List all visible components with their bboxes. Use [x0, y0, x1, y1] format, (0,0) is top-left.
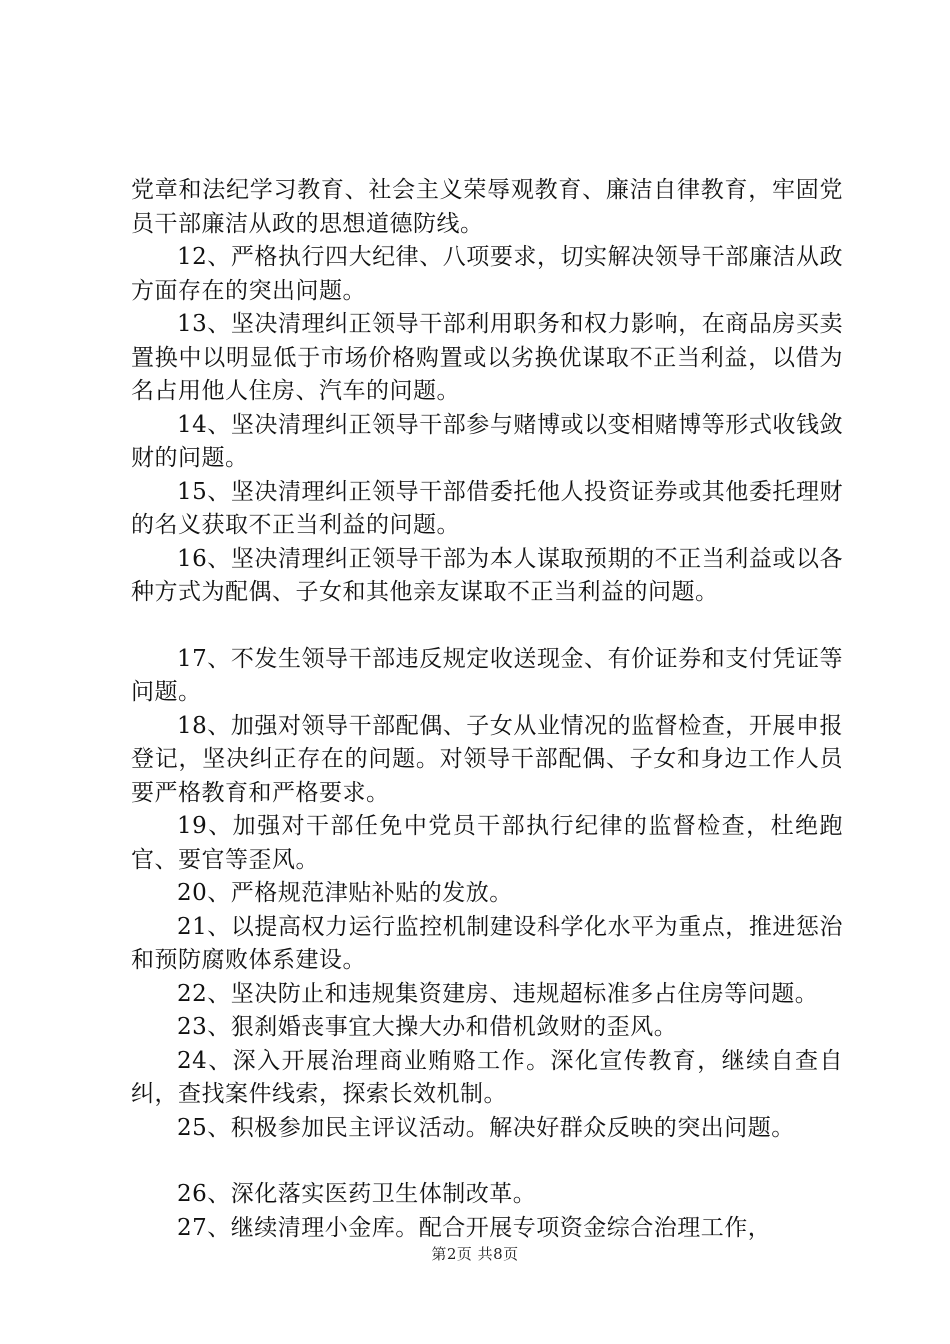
paragraph-continuation: 党章和法纪学习教育、社会主义荣辱观教育、廉洁自律教育，牢固党员干部廉洁从政的思想道德防线。: [131, 177, 843, 237]
paragraph-item-27: 27、继续清理小金库。配合开展专项资金综合治理工作，: [177, 1214, 772, 1241]
page-number-label: 第2页 共8页: [431, 1245, 519, 1263]
paragraph-item-24: 24、深入开展治理商业贿赂工作。深化宣传教育，继续自查自纠，查找案件线索，探索长效机制。: [131, 1047, 843, 1107]
paragraph-item-16: 16、坚决清理纠正领导干部为本人谋取预期的不正当利益或以各种方式为配偶、子女和其他亲友谋取不正当利益的问题。: [131, 545, 843, 605]
paragraph-item-26: 26、深化落实医药卫生体制改革。: [177, 1181, 537, 1207]
paragraph-item-23: 23、狠刹婚丧事宜大操大办和借机敛财的歪风。: [177, 1014, 678, 1040]
paragraph-item-22: 22、坚决防止和违规集资建房、违规超标准多占住房等问题。: [177, 980, 819, 1007]
paragraph-item-14: 14、坚决清理纠正领导干部参与赌博或以变相赌博等形式收钱敛财的问题。: [131, 411, 843, 471]
paragraph-item-18: 18、加强对领导干部配偶、子女从业情况的监督检查，开展申报登记，坚决纠正存在的问题。对领导干部配偶、子女和身边工作人员要严格教育和严格要求。: [131, 712, 843, 806]
paragraph-item-21: 21、以提高权力运行监控机制建设科学化水平为重点，推进惩治和预防腐败体系建设。: [131, 913, 843, 973]
paragraph-item-13: 13、坚决清理纠正领导干部利用职务和权力影响，在商品房买卖置换中以明显低于市场价格购置或以劣换优谋取不正当利益，以借为名占用他人住房、汽车的问题。: [131, 311, 843, 404]
paragraph-item-15: 15、坚决清理纠正领导干部借委托他人投资证券或其他委托理财的名义获取不正当利益的问题。: [131, 478, 843, 538]
paragraph-item-20: 20、严格规范津贴补贴的发放。: [177, 880, 513, 906]
paragraph-item-19: 19、加强对干部任免中党员干部执行纪律的监督检查，杜绝跑官、要官等歪风。: [131, 813, 843, 873]
paragraph-item-12: 12、严格执行四大纪律、八项要求，切实解决领导干部廉洁从政方面存在的突出问题。: [131, 244, 843, 304]
document-body: [131, 174, 843, 1245]
paragraph-item-17: 17、不发生领导干部违反规定收送现金、有价证券和支付凭证等问题。: [131, 645, 843, 705]
paragraph-item-25: 25、积极参加民主评议活动。解决好群众反映的突出问题。: [177, 1114, 795, 1141]
page-footer: [0, 1243, 950, 1264]
